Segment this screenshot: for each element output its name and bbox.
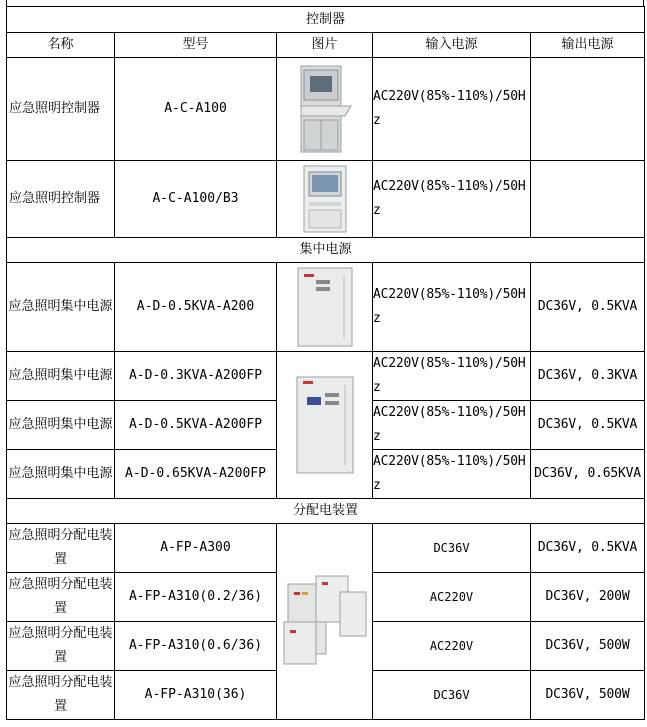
- output-power: DC36V, 200W: [531, 573, 645, 622]
- input-power: AC220V(85%-110%)/50Hz: [373, 401, 531, 450]
- header-picture: 图片: [277, 33, 373, 58]
- section-title-distribution: 分配电装置: [7, 499, 645, 524]
- product-model: A-D-0.5KVA-A200: [115, 263, 277, 352]
- input-power: AC220V: [373, 573, 531, 622]
- output-power: [531, 58, 645, 161]
- product-image-controller-wall: [277, 161, 373, 238]
- distribution-boxes-image: [282, 574, 368, 670]
- product-name: 应急照明集中电源: [7, 450, 115, 499]
- output-power: DC36V, 0.5KVA: [531, 524, 645, 573]
- section-title-controller: 控制器: [7, 7, 645, 33]
- section-row-controller: [7, 7, 645, 33]
- section-title-central-power: 集中电源: [7, 238, 645, 263]
- product-name: 应急照明控制器: [7, 161, 115, 238]
- output-power: [531, 161, 645, 238]
- product-spec-table: [6, 6, 645, 720]
- power-cabinet-fp-image: [293, 375, 357, 475]
- header-row: [7, 33, 645, 58]
- table-row: [7, 352, 645, 401]
- controller-wall-cabinet-image: [300, 164, 350, 234]
- product-image-power-cabinet: [277, 263, 373, 352]
- product-model: A-D-0.3KVA-A200FP: [115, 352, 277, 401]
- product-model: A-FP-A310(0.2/36): [115, 573, 277, 622]
- header-name: 名称: [7, 33, 115, 58]
- product-model: A-D-0.65KVA-A200FP: [115, 450, 277, 499]
- output-power: DC36V, 500W: [531, 671, 645, 720]
- table-row: [7, 58, 645, 161]
- product-model: A-FP-A310(0.6/36): [115, 622, 277, 671]
- product-image-controller-console: [277, 58, 373, 161]
- input-power: DC36V: [373, 671, 531, 720]
- output-power: DC36V, 500W: [531, 622, 645, 671]
- output-power: DC36V, 0.65KVA: [531, 450, 645, 499]
- product-model: A-FP-A310(36): [115, 671, 277, 720]
- product-name: 应急照明控制器: [7, 58, 115, 161]
- section-row-distribution: [7, 499, 645, 524]
- product-model: A-FP-A300: [115, 524, 277, 573]
- table-row: [7, 524, 645, 573]
- product-name: 应急照明集中电源: [7, 401, 115, 450]
- output-power: DC36V, 0.3KVA: [531, 352, 645, 401]
- product-model: A-C-A100: [115, 58, 277, 161]
- header-output-power: 输出电源: [531, 33, 645, 58]
- product-model: A-C-A100/B3: [115, 161, 277, 238]
- controller-console-cabinet-image: [293, 64, 357, 154]
- product-name: 应急照明分配电装置: [7, 622, 115, 671]
- product-image-distribution: [277, 524, 373, 720]
- product-name: 应急照明分配电装置: [7, 524, 115, 573]
- product-name: 应急照明分配电装置: [7, 671, 115, 720]
- input-power: AC220V(85%-110%)/50Hz: [373, 263, 531, 352]
- input-power: AC220V(85%-110%)/50Hz: [373, 161, 531, 238]
- product-name: 应急照明集中电源: [7, 263, 115, 352]
- input-power: AC220V(85%-110%)/50Hz: [373, 58, 531, 161]
- product-image-power-cabinet-fp: [277, 352, 373, 499]
- section-row-central-power: [7, 238, 645, 263]
- table-row: [7, 161, 645, 238]
- table-row: [7, 263, 645, 352]
- product-name: 应急照明集中电源: [7, 352, 115, 401]
- input-power: AC220V(85%-110%)/50Hz: [373, 352, 531, 401]
- power-cabinet-image: [294, 266, 356, 348]
- product-name: 应急照明分配电装置: [7, 573, 115, 622]
- header-input-power: 输入电源: [373, 33, 531, 58]
- header-model: 型号: [115, 33, 277, 58]
- product-model: A-D-0.5KVA-A200FP: [115, 401, 277, 450]
- input-power: DC36V: [373, 524, 531, 573]
- input-power: AC220V(85%-110%)/50Hz: [373, 450, 531, 499]
- output-power: DC36V, 0.5KVA: [531, 401, 645, 450]
- output-power: DC36V, 0.5KVA: [531, 263, 645, 352]
- input-power: AC220V: [373, 622, 531, 671]
